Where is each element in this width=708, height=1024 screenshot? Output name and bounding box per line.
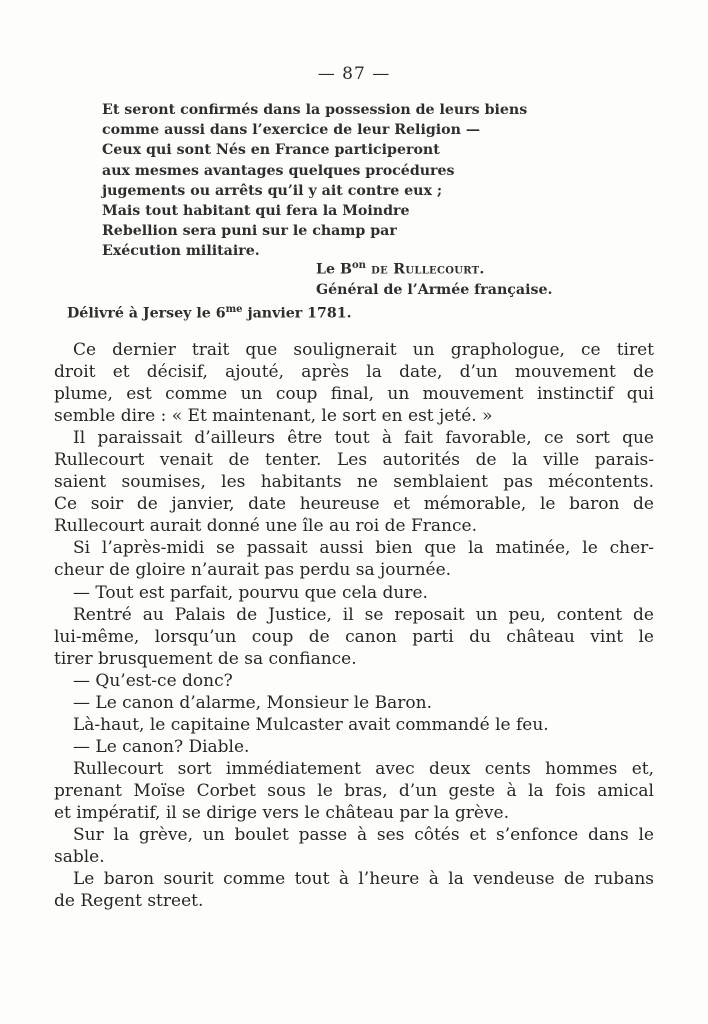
paragraph-line: — Tout est parfait, pourvu que cela dure. [73, 582, 428, 603]
paragraph-line: plume, est comme un coup final, un mouvement instinctif qui [54, 384, 654, 405]
paragraph-line: — Le canon? Diable. [73, 736, 250, 757]
paragraph-line: tirer brusquement de sa confiance. [54, 648, 357, 669]
paragraph-line: Sur la grève, un boulet passe à ses côtés et s’enfonce dans le [73, 825, 654, 846]
paragraph-line: Rullecourt venait de tenter. Les autorités de la ville parais- [54, 450, 654, 471]
quote-line: aux mesmes avantages quelques procédures [102, 162, 455, 179]
signature-name [316, 260, 485, 278]
delivery-text: Délivré à Jersey le 6 [67, 305, 226, 322]
paragraph-line: — Le canon d’alarme, Monsieur le Baron. [73, 692, 432, 713]
paragraph-line: Le baron sourit comme tout à l’heure à la vendeuse de rubans [73, 869, 654, 890]
delivery-sup: me [225, 304, 243, 315]
quote-line: Et seront confirmés dans la possession de leurs biens [102, 102, 528, 118]
paragraph-line: Rentré au Palais de Justice, il se reposait un peu, content de [73, 604, 654, 625]
paragraph-line: Rullecourt aurait donné une île au roi de France. [54, 516, 477, 537]
signature-title: Général de l’Armée française. [316, 282, 553, 298]
signature-sup: on [351, 260, 366, 271]
paragraph-line: saient soumises, les habitants ne semblaient pas mécontents. [54, 472, 654, 493]
signature-surname: de Rullecourt. [365, 261, 485, 278]
paragraph-line: lui-même, lorsqu’un coup de canon parti du château vint le [54, 626, 654, 647]
quote-line: Ceux qui sont Nés en France participeront [102, 142, 440, 159]
paragraph-line: Il paraissait d’ailleurs être tout à fait favorable, ce sort que [73, 428, 654, 449]
quote-line: Exécution militaire. [102, 243, 260, 260]
paragraph-line: Ce dernier trait que soulignerait un graphologue, ce tiret [73, 340, 654, 360]
paragraph-line: sable. [54, 847, 105, 868]
paragraph-line: Là-haut, le capitaine Mulcaster avait commandé le feu. [73, 714, 549, 735]
paragraph-line: Rullecourt sort immédiatement avec deux cents hommes et, [73, 758, 654, 779]
paragraph-line: de Regent street. [54, 891, 204, 912]
delivery-year: janvier 1781. [242, 305, 352, 322]
delivery-date-line [67, 304, 352, 322]
quote-line: jugements ou arrêts qu’il y ait contre eux ; [102, 182, 443, 199]
page-number: — 87 — [317, 64, 391, 84]
quote-line: Rebellion sera puni sur le champ par [102, 223, 397, 240]
paragraph-line: semble dire : « Et maintenant, le sort en est jeté. » [54, 406, 493, 427]
body-text [54, 339, 654, 912]
paragraph-line: — Qu’est-ce donc? [73, 670, 233, 691]
proclamation-quote [102, 100, 582, 262]
paragraph-line: cheur de gloire n’aurait pas perdu sa journée. [54, 560, 452, 581]
paragraph-line: prenant Moïse Corbet sous le bras, d’un geste à la fois amical [54, 780, 654, 801]
quote-line: Mais tout habitant qui fera la Moindre [102, 203, 410, 220]
paragraph-line: droit et décisif, ajouté, après la date, d’un mouvement de [54, 362, 654, 383]
signature-prefix: Le B [316, 261, 352, 278]
paragraph-line: et impératif, il se dirige vers le château par la grève. [54, 802, 509, 823]
paragraph-line: Si l’après-midi se passait aussi bien que la matinée, le cher- [73, 538, 654, 559]
quote-line: comme aussi dans l’exercice de leur Religion — [102, 122, 481, 139]
paragraph-line: Ce soir de janvier, date heureuse et mémorable, le baron de [54, 494, 654, 515]
